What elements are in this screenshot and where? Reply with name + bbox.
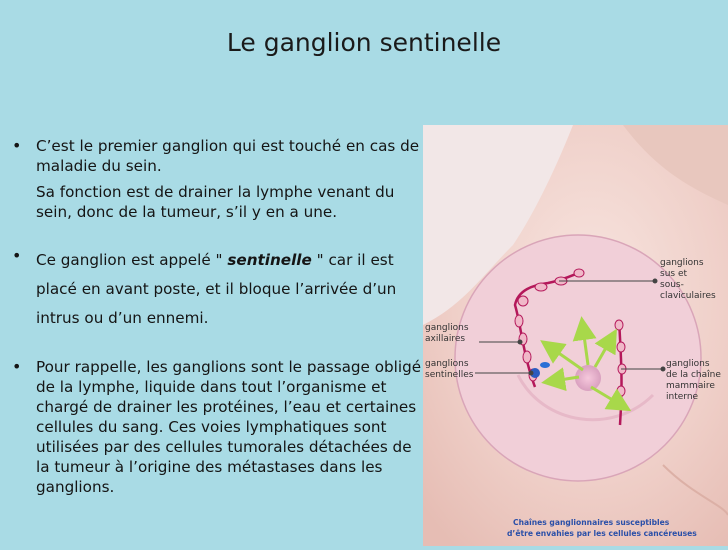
bullet-2: [12, 246, 424, 333]
bullet-1: [12, 136, 424, 222]
bullet-list: [12, 136, 424, 521]
bullet-2-post: " car il est placé en avant poste, et il bloque l’arrivée d’un intrus ou d’un ennemi.: [36, 251, 397, 327]
label-sus-claviculaires: ganglions sus et sous- claviculaires: [660, 258, 716, 301]
bullet-1-text-2: Sa fonction est de drainer la lymphe venant du sein, donc de la tumeur, s’il y en a une.: [36, 183, 395, 221]
bullet-3: [12, 357, 424, 497]
bullet-3-text: • Pour rappelle, les ganglions sont le passage obligé de la lymphe, liquide dans tout l’organisme et chargé de drainer les protéines, l’eau et certaines cellules du sang. Ces voies lymphatiques sont utilisées par des cellules tumorales détachées de la tumeur à l’origine des métastases dans les ganglions.: [36, 358, 422, 496]
bullet-2-keyword: sentinelle: [227, 251, 312, 269]
slide-title: Le ganglion sentinelle: [226, 28, 502, 57]
bullet-2-pre: Ce ganglion est appelé ": [36, 251, 228, 269]
label-sentinelles: ganglions sentinelles: [425, 359, 474, 380]
bullet-2-text: [36, 246, 424, 333]
label-chaine-mammaire: ganglions de la chaîne mammaire interne: [666, 359, 721, 402]
lymph-node-illustration: [423, 125, 728, 546]
figure-caption: Chaînes ganglionnaires susceptibles d’être envahies par les cellules cancéreuses: [507, 518, 697, 538]
sentinel-node-2: [540, 362, 550, 368]
bullet-1-text-1: • C’est le premier ganglion qui est touché en cas de maladie du sein.: [36, 137, 420, 175]
label-axillaires: ganglions axillaires: [425, 323, 469, 344]
